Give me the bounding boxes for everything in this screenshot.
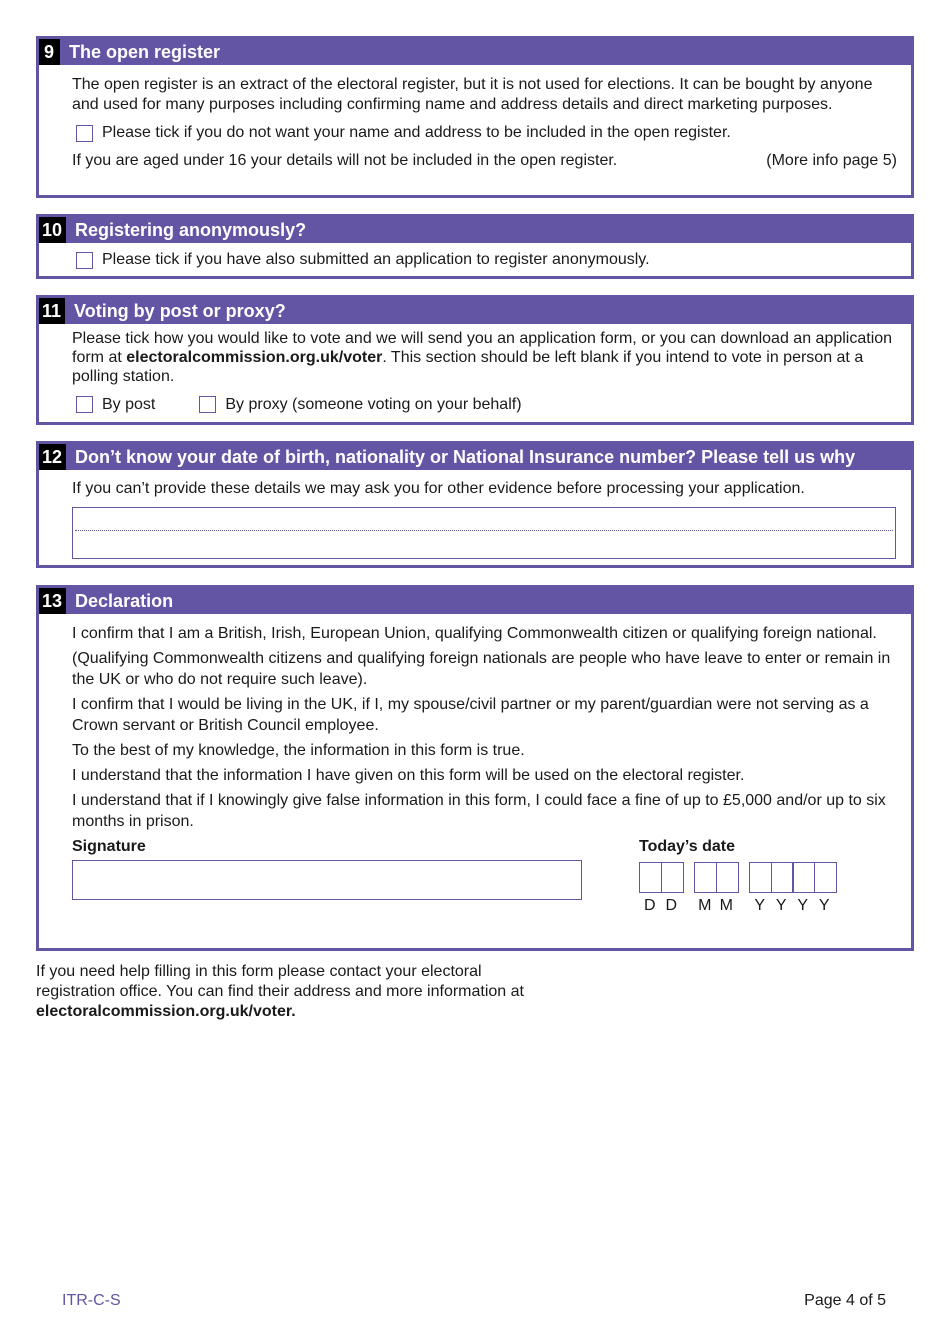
day-boxes — [639, 862, 682, 893]
vote-by-proxy-label: By proxy (someone voting on your behalf) — [225, 396, 522, 413]
help-text: If you need help filling in this form please contact your electoral registration office. You can find their address and more information at electoralcommission.org.uk/voter. — [36, 963, 524, 1020]
day-digit-input[interactable] — [639, 862, 662, 893]
date-letter: Y — [775, 897, 787, 914]
year-digit-input[interactable] — [749, 862, 772, 893]
electoral-commission-link[interactable]: electoralcommission.org.uk/voter — [126, 349, 383, 366]
signature-block — [72, 836, 582, 916]
declaration-statement: (Qualifying Commonwealth citizens and qualifying foreign nationals are people who have leave to enter or remain in the UK or who do not require such leave). — [72, 650, 891, 688]
section-open-register — [36, 36, 914, 198]
vote-by-proxy-checkbox[interactable] — [199, 396, 216, 413]
section-header — [39, 444, 911, 470]
writing-line — [75, 530, 893, 531]
anonymous-application-checkbox[interactable] — [76, 252, 93, 269]
year-digit-input[interactable] — [792, 862, 815, 893]
section-title: Registering anonymously? — [75, 219, 307, 240]
section-number: 13 — [39, 588, 66, 614]
section-header — [39, 588, 911, 614]
section-number: 10 — [39, 217, 66, 243]
date-letter: D — [665, 897, 678, 914]
under-16-note: If you are aged under 16 your details will not be included in the open register. — [72, 152, 618, 169]
missing-details-intro: If you can’t provide these details we may ask you for other evidence before processing your application. — [72, 480, 805, 497]
anonymous-application-label: Please tick if you have also submitted an application to register anonymously. — [102, 251, 650, 268]
date-letter: M — [698, 897, 712, 914]
missing-details-reason-input[interactable] — [72, 507, 896, 559]
form-code: ITR-C-S — [62, 1292, 121, 1309]
open-register-intro: The open register is an extract of the electoral register, but it is not used for elections. It can be bought by anyone and used for many purposes including confirming name and address details and direct marketing purposes. — [72, 76, 873, 113]
year-digit-input[interactable] — [814, 862, 837, 893]
month-digit-input[interactable] — [716, 862, 739, 893]
section-header — [39, 39, 911, 65]
signature-label: Signature — [72, 838, 146, 855]
section-declaration — [36, 585, 914, 951]
section-number: 9 — [39, 39, 60, 65]
date-format-hint — [639, 895, 847, 916]
month-digit-input[interactable] — [694, 862, 717, 893]
date-letter: D — [643, 897, 656, 914]
declaration-statement: I understand that if I knowingly give false information in this form, I could face a fine of up to £5,000 and/or up to six months in prison. — [72, 792, 886, 830]
day-digit-input[interactable] — [661, 862, 684, 893]
section-title: Voting by post or proxy? — [74, 300, 286, 321]
year-boxes — [749, 862, 835, 893]
year-digit-input[interactable] — [771, 862, 794, 893]
section-number: 12 — [39, 444, 66, 470]
vote-by-post-label: By post — [102, 396, 156, 413]
open-register-opt-out-checkbox[interactable] — [76, 125, 93, 142]
declaration-statement: To the best of my knowledge, the information in this form is true. — [72, 742, 525, 759]
signature-input[interactable] — [72, 860, 582, 900]
help-link[interactable]: electoralcommission.org.uk/voter. — [36, 1003, 296, 1020]
declaration-statement: I confirm that I would be living in the UK, if I, my spouse/civil partner or my parent/guardian were not serving as a Crown servant or British Council employee. — [72, 696, 869, 734]
voting-method-intro: Please tick how you would like to vote and we will send you an application form, or you can download an application form at electoralcommission.org.uk/voter. This section should be left blank if you intend to vote in person at a polling station. — [72, 330, 893, 385]
section-register-anonymously — [36, 214, 914, 279]
section-missing-details-reason — [36, 441, 914, 568]
month-boxes — [694, 862, 737, 893]
section-voting-by-post-or-proxy — [36, 295, 914, 425]
section-title: The open register — [69, 41, 221, 62]
date-letter: M — [719, 897, 733, 914]
date-letter: Y — [797, 897, 809, 914]
declaration-statement: I confirm that I am a British, Irish, European Union, qualifying Commonwealth citizen or qualifying foreign national. — [72, 625, 877, 642]
date-letter: Y — [754, 897, 766, 914]
date-label: Today’s date — [639, 838, 736, 855]
section-number: 11 — [39, 298, 65, 324]
page-number: Page 4 of 5 — [804, 1292, 886, 1309]
date-block — [639, 836, 847, 916]
section-title: Declaration — [75, 590, 174, 611]
section-title: Don’t know your date of birth, nationality or National Insurance number? Please tell us why — [75, 446, 856, 467]
section-header — [39, 217, 911, 243]
more-info-note: (More info page 5) — [766, 152, 897, 169]
vote-by-post-checkbox[interactable] — [76, 396, 93, 413]
open-register-opt-out-label: Please tick if you do not want your name and address to be included in the open register. — [102, 124, 731, 141]
section-header — [39, 298, 911, 324]
declaration-statement: I understand that the information I have given on this form will be used on the electoral register. — [72, 767, 745, 784]
date-letter: Y — [818, 897, 830, 914]
